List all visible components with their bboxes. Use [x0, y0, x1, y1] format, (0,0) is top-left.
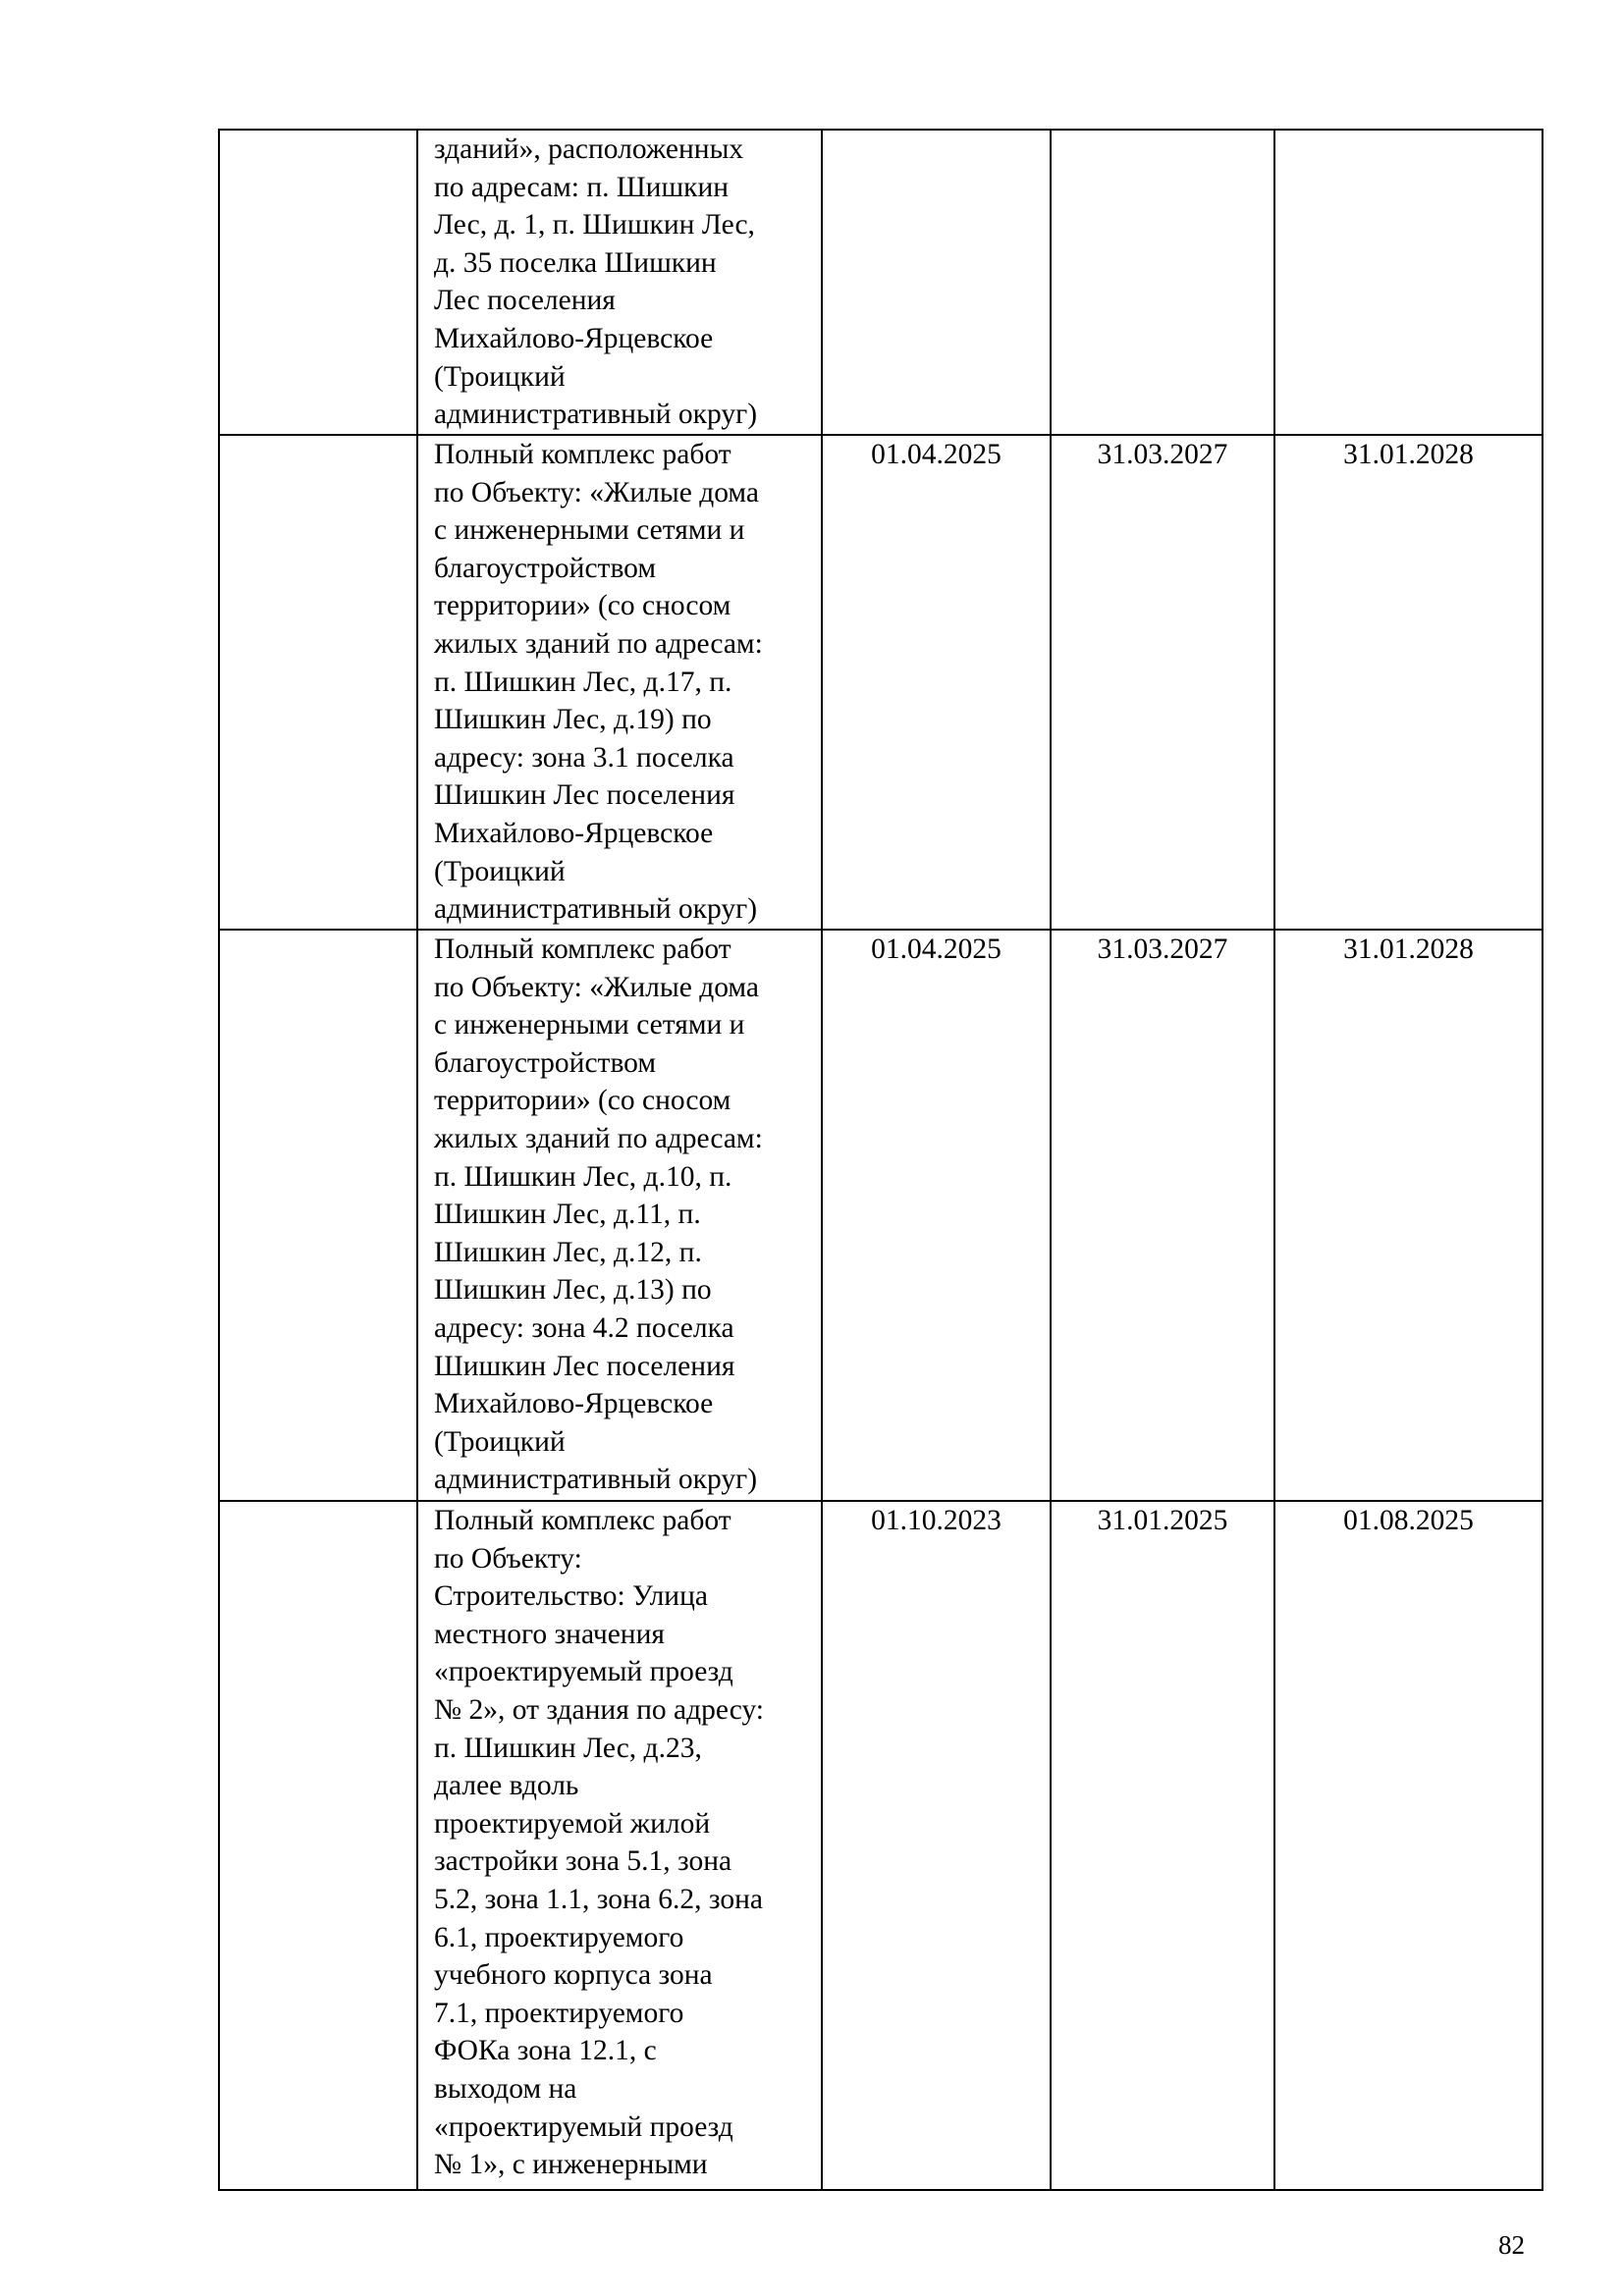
number-cell — [219, 130, 417, 435]
table-row — [219, 130, 1543, 435]
description-text: зданий», расположенных по адресам: п. Шишкин Лес, д. 1, п. Шишкин Лес, д. 35 поселка Шишкин Лес поселения Михайлово-Ярцевское (Троицкий административный округ) — [434, 133, 758, 431]
start-date-cell — [822, 130, 1051, 435]
final-date-cell — [1274, 435, 1543, 930]
page-number: 82 — [1498, 2230, 1525, 2260]
end-date-text: 31.03.2027 — [1097, 934, 1228, 965]
start-date-text: 01.04.2025 — [871, 439, 1001, 470]
final-date-cell — [1274, 1501, 1543, 2190]
final-date-cell — [1274, 130, 1543, 435]
description-cell — [417, 1501, 822, 2190]
start-date-text: 01.10.2023 — [871, 1505, 1001, 1536]
table-row — [219, 1501, 1543, 2190]
final-date-text: 31.01.2028 — [1343, 439, 1474, 470]
start-date-cell — [822, 435, 1051, 930]
start-date-text: 01.04.2025 — [871, 934, 1001, 965]
end-date-cell — [1051, 1501, 1274, 2190]
end-date-text: 31.03.2027 — [1097, 439, 1228, 470]
number-cell — [219, 435, 417, 930]
description-cell — [417, 130, 822, 435]
final-date-cell — [1274, 930, 1543, 1501]
schedule-table — [218, 129, 1543, 2191]
start-date-cell — [822, 1501, 1051, 2190]
description-cell — [417, 435, 822, 930]
end-date-text: 31.01.2025 — [1097, 1505, 1228, 1536]
description-text: Полный комплекс работ по Объекту: Строительство: Улица местного значения «проектируемый проезд № 2», от здания по адресу: п. Шишкин Лес, д.23, далее вдоль проектируемой жилой застройки зона 5.1, зона 5.2, зона 1.1, зона 6.2, зона 6.1, проектируемого учебного корпуса зона 7.1, проектируемого ФОКа зона 12.1, с выходом на «проектируемый проезд № 1», с инженерными — [434, 1505, 764, 2181]
table-row — [219, 435, 1543, 930]
description-cell — [417, 930, 822, 1501]
description-text: Полный комплекс работ по Объекту: «Жилые дома с инженерными сетями и благоустройством территории» (со сносом жилых зданий по адресам: п. Шишкин Лес, д.10, п. Шишкин Лес, д.11, п. Шишкин Лес, д.12, п. Шишкин Лес, д.13) по адресу: зона 4.2 поселка Шишкин Лес поселения Михайлово-Ярцевское (Троицкий административный округ) — [434, 934, 763, 1496]
number-cell — [219, 1501, 417, 2190]
end-date-cell — [1051, 130, 1274, 435]
end-date-cell — [1051, 930, 1274, 1501]
number-cell — [219, 930, 417, 1501]
start-date-cell — [822, 930, 1051, 1501]
final-date-text: 31.01.2028 — [1343, 934, 1474, 965]
table-row — [219, 930, 1543, 1501]
description-text: Полный комплекс работ по Объекту: «Жилые дома с инженерными сетями и благоустройством территории» (со сносом жилых зданий по адресам: п. Шишкин Лес, д.17, п. Шишкин Лес, д.19) по адресу: зона 3.1 поселка Шишкин Лес поселения Михайлово-Ярцевское (Троицкий административный округ) — [434, 439, 763, 926]
final-date-text: 01.08.2025 — [1343, 1505, 1474, 1536]
end-date-cell — [1051, 435, 1274, 930]
